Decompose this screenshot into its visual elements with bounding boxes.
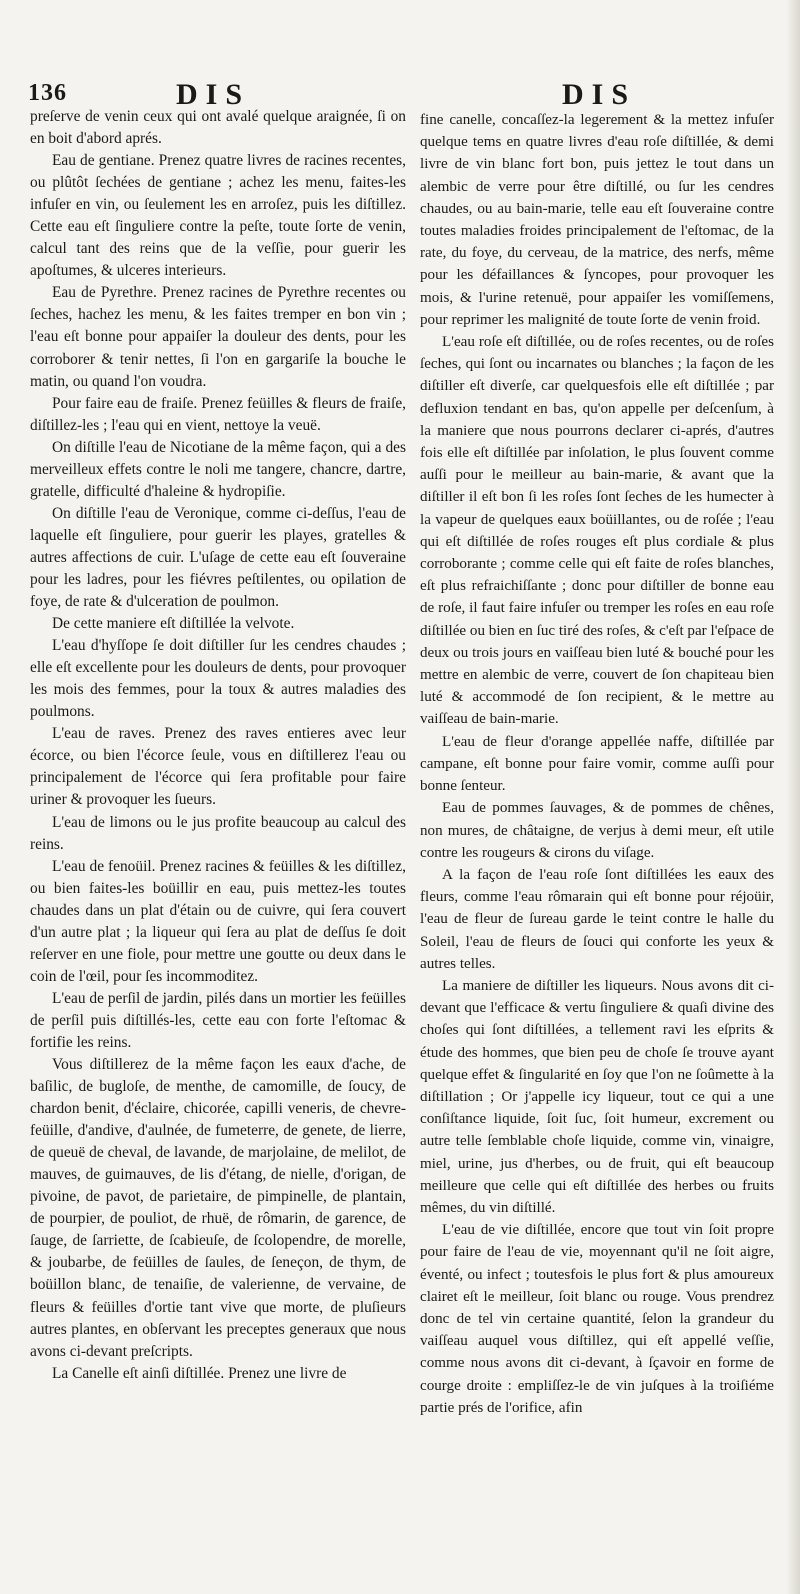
paragraph: fine canelle, concaſſez-la legerement & la mettez infuſer quelque tems en quatre livres d'eau roſe diſtillée, & demi livre de vin blanc fort bon, puis jettez le tout dans un alembic de verre pour être diſtillé, ou ſur les cendres chaudes, ou au bain-marie, telle eau eſt ſouveraine contre toutes maladies froides principalement de l'eſtomac, de la rate, du foye, du cerveau, de la matrice, des nerfs, même pour les défaillances & ſyncopes, pour provoquer les mois, & l'urine retenuë, pour appaiſer les vomiſſemens, pour reprimer les malignité de toute ſorte de venin froid. <box>420 112 774 328</box>
page-edge-shadow <box>786 0 800 1594</box>
running-head-left: DIS <box>176 78 251 111</box>
paragraph: Eau de pommes ſauvages, & de pommes de chênes, non mures, de châtaigne, de verjus à demi meur, eſt utile contre les rougeurs & cirons du viſage. <box>420 800 774 861</box>
paragraph: A la façon de l'eau roſe ſont diſtillées les eaux des fleurs, comme l'eau rômarain qui eſt bonne pour réjoüir, l'eau de fleur de ſureau garde le teint contre le halle du Soleil, l'eau de fleurs de ſouci qui conforte les yeux & autres telles. <box>420 866 774 972</box>
paragraph: De cette maniere eſt diſtillée la velvote. <box>52 615 295 633</box>
paragraph: L'eau de fleur d'orange appellée naffe, diſtillée par campane, eſt bonne pour faire vomir, comme auſſi pour bonne ſenteur. <box>420 733 774 795</box>
paragraph: L'eau de raves. Prenez des raves entieres avec leur écorce, ou bien l'écorce ſeule, vous en diſtillerez l'eau ou principalement de l'écorce qui ſera profitable pour faire uriner & provoquer les ſueurs. <box>30 725 406 809</box>
right-column <box>420 109 774 1579</box>
paragraph: L'eau de limons ou le jus profite beaucoup au calcul des reins. <box>30 813 406 853</box>
paragraph: La Canelle eſt ainſi diſtillée. Prenez une livre de <box>52 1364 347 1382</box>
paragraph: On diſtille l'eau de Veronique, comme ci-deſſus, l'eau de laquelle eſt ſinguliere, pour guerir les playes, gratelles & autres affections de cuir. L'uſage de cette eau eſt ſouveraine pour les ladres, pour les fiévres peſtilentes, ou opilation de foye, de rate & d'ulceration de poulmon. <box>30 504 406 611</box>
left-column <box>30 106 406 1576</box>
paragraph: Eau de gentiane. Prenez quatre livres de racines recentes, ou plûtôt ſechées de gentiane ; achez les menu, faites-les infuſer en vin, ou ſeulement les en arroſez, puis les diſtillez. Cette eau eſt ſinguliere contre la peſte, toute ſorte de venin, calcul tant des reins que de la veſſie, pour guerir les apoſtumes, & ulceres interieurs. <box>30 152 406 280</box>
paragraph: L'eau d'hyſſope ſe doit diſtiller ſur les cendres chaudes ; elle eſt excellente pour les douleurs de dents, pour provoquer les mois des femmes, pour la toux & autres maladies des poulmons. <box>30 637 406 721</box>
paragraph: Vous diſtillerez de la même façon les eaux d'ache, de baſilic, de bugloſe, de menthe, de camomille, de ſoucy, de chardon benit, d'éclaire, chicorée, capilli veneris, de chevre-feüille, d'andive, d'aulnée, de fumeterre, de genete, de lierre, de queuë de cheval, de lavande, de marjolaine, de melilot, de mauves, de guimauves, de lis d'étang, de nielle, d'origan, de pivoine, de pavot, de parietaire, de pimpinelle, de plantain, de pourpier, de pouliot, de rhuë, de rômarin, de garence, de ſauge, de ſarriette, de ſcabieuſe, de ſcolopendre, de morelle, & joubarbe, de feüilles de ſaules, de ſeneçon, de thym, de boüillon blanc, de tenaiſie, de valerienne, de vervaine, de fleurs & feüilles d'ortie tant vive que morte, de pluſieurs autres plantes, en obſervant les preceptes generaux que nous avons ci-devant preſcripts. <box>30 1056 406 1360</box>
page-number: 136 <box>28 80 67 106</box>
paragraph: On diſtille l'eau de Nicotiane de la même façon, qui a des merveilleux effets contre le noli me tangere, chancre, dartre, gratelle, difficulté d'haleine & hydropiſie. <box>30 438 406 500</box>
running-head-right: DIS <box>562 78 637 111</box>
paragraph: Eau de Pyrethre. Prenez racines de Pyrethre recentes ou ſeches, hachez les menu, & les faites tremper en bon vin ; l'eau eſt bonne pour appaiſer la douleur des dents, pour les corroborer & tenir nettes, ſi l'on en gargariſe la bouche le matin, ou quand l'on voudra. <box>30 284 406 390</box>
paragraph: L'eau roſe eſt diſtillée, ou de roſes recentes, ou de roſes ſeches, qui ſont ou incarnates ou blanches ; la façon de les diſtiller eſt diverſe, car quelquesfois elle eſt diſtillée ; par defluxion tendant en bas, qu'on appelle per deſcenſum, à la maniere que nous pourrons declarer ci-aprés, d'autres fois elle eſt diſtillée par inſolation, le plus ſouvent comme auſſi pour le meilleur au bain-marie, & avant que la diſtiller il eſt bon ſi les roſes ſont ſeches de les humecter à la vapeur de quelques eaux boüillantes, ou de roſée ; l'eau qui eſt diſtillée de roſes rouges eſt plus cordiale & plus corroborante ; comme celle qui eſt faite de roſes blanches, eſt plus refraichiſſante ; donc pour diſtiller de bonne eau de roſe, il faut faire infuſer ou tremper les roſes en eau roſe diſtillée ou bien en ſuc tiré des roſes, & c'eſt par l'eſpace de deux ou trois jours en vaiſſeau bien luté & bouché pour les mettre en alembic de verre, couvert de ſon chapiteau bien luté & accommodé de ſon recipient, & le mettre au vaiſſeau de bain-marie. <box>420 334 774 728</box>
paragraph: L'eau de vie diſtillée, encore que tout vin ſoit propre pour faire de l'eau de vie, moyennant qu'il ne ſoit aigre, éventé, ou infect ; toutesfois le plus fort & plus amoureux clairet eſt le meilleur, ſoit blanc ou rouge. Vous prendrez donc de tel vin certaine quantité, ſelon la grandeur du vaiſſeau auquel vous diſtillez, qui eſt appellé veſſie, comme nous avons dit ci-devant, à ſçavoir en forme de courge droite : empliſſez-le de vin juſques à la troiſiéme partie prés de l'orifice, afin <box>420 1222 774 1416</box>
paragraph: L'eau de perſil de jardin, pilés dans un mortier les feüilles de perſil puis diſtillés-les, cette eau con forte l'eſtomac & fortifie les reins. <box>30 989 406 1051</box>
paragraph: L'eau de fenoüil. Prenez racines & feüilles & les diſtillez, ou bien faites-les boüillir en eau, puis mettez-les toutes chaudes dans un plat d'étain ou de cuivre, qui ſera couvert d'un autre plat ; la liqueur qui ſera au plat de deſſus ſe doit reſerver en une fiole, pour mettre une goutte ou deux dans le coin de l'œil, pour ſes incommoditez. <box>30 857 406 985</box>
paragraph: Pour faire eau de fraiſe. Prenez feüilles & fleurs de fraiſe, diſtillez-les ; l'eau qui en vient, nettoye la veuë. <box>30 394 406 434</box>
paragraph: preſerve de venin ceux qui ont avalé quelque araignée, ſi on en boit d'abord aprés. <box>30 108 406 148</box>
paragraph: La maniere de diſtiller les liqueurs. Nous avons dit ci-devant que l'efficace & vertu ſinguliere & quaſi divine des choſes qui ſont diſtillées, a tellement ravi les eſprits & étude des hommes, que bien peu de choſe ſe trouve ayant quelque effet & ſingularité en ſoy que l'on ne ſoûmette à la diſtillation ; Or j'appelle icy liqueur, tout ce qui a une conſiſtance liquide, ſoit ſuc, ſoit humeur, excrement ou autre telle ſemblable choſe liquide, comme vin, vinaigre, miel, urine, jus d'herbes, ou de fruit, qui eſt beaucoup meilleure que celle qui eſt diſtillée des herbes ou fruits mêmes, du vin diſtillé. <box>420 977 774 1216</box>
